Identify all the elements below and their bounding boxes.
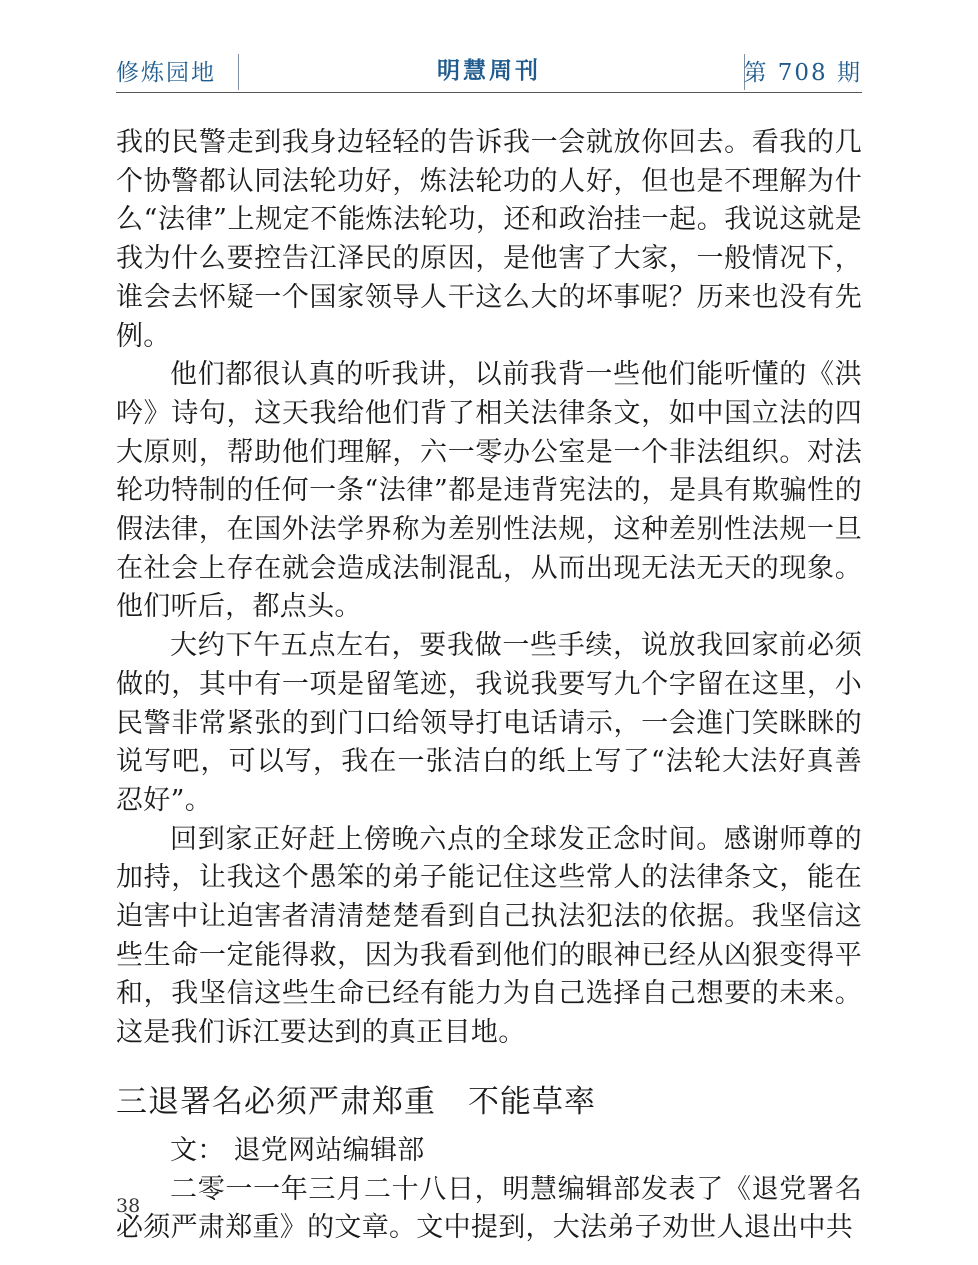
article-byline: 文： 退党网站编辑部 <box>170 1134 425 1166</box>
issue-number: 第 708 期 <box>743 60 862 86</box>
page-number: 38 <box>116 1195 141 1217</box>
paragraph: 回到家正好赶上傍晚六点的全球发正念时间。感谢师尊的加持，让我这个愚笨的弟子能记住这些常人的法律条文，能在迫害中让迫害者清清楚楚看到自己执法犯法的依据。我坚信这些生命一定能得救，因为我看到他们的眼神已经从凶狠变得平和，我坚信这些生命已经有能力为自己选择自己想要的未来。这是我们诉江要达到的真正目地。 <box>116 823 862 1049</box>
article-heading: 三退署名必须严肃郑重 不能草率 <box>116 1083 596 1120</box>
page-header <box>116 50 862 94</box>
publication-title: 明慧周刊 <box>437 58 541 84</box>
section-name: 修炼园地 <box>116 60 216 86</box>
paragraph-continued: 我的民警走到我身边轻轻的告诉我一会就放你回去。看我的几个协警都认同法轮功好，炼法轮功的人好，但也是不理解为什么“法律”上规定不能炼法轮功，还和政治挂一起。我说这就是我为什么要控告江泽民的原因，是他害了大家，一般情况下，谁会去怀疑一个国家领导人干这么大的坏事呢？历来也没有先例。 <box>116 127 862 352</box>
header-rule <box>116 92 862 93</box>
paragraph: 他们都很认真的听我讲，以前我背一些他们能听懂的《洪吟》诗句，这天我给他们背了相关法律条文，如中国立法的四大原则，帮助他们理解，六一零办公室是一个非法组织。对法轮功特制的任何一条“法律”都是违背宪法的，是具有欺骗性的假法律，在国外法学界称为差别性法规，这种差别性法规一旦在社会上存在就会造成法制混乱，从而出现无法无天的现象。他们听后，都点头。 <box>116 359 862 623</box>
article-body <box>116 124 862 1248</box>
paragraph: 大约下午五点左右，要我做一些手续，说放我回家前必须做的，其中有一项是留笔迹，我说我要写九个字留在这里，小民警非常紧张的到门口给领导打电话请示，一会進门笑眯眯的说写吧，可以写，我在一张洁白的纸上写了“法轮大法好真善忍好”。 <box>116 630 862 816</box>
article-first-paragraph: 二零一一年三月二十八日，明慧编辑部发表了《退党署名必须严肃郑重》的文章。文中提到，大法弟子劝世人退出中共 <box>116 1173 862 1244</box>
